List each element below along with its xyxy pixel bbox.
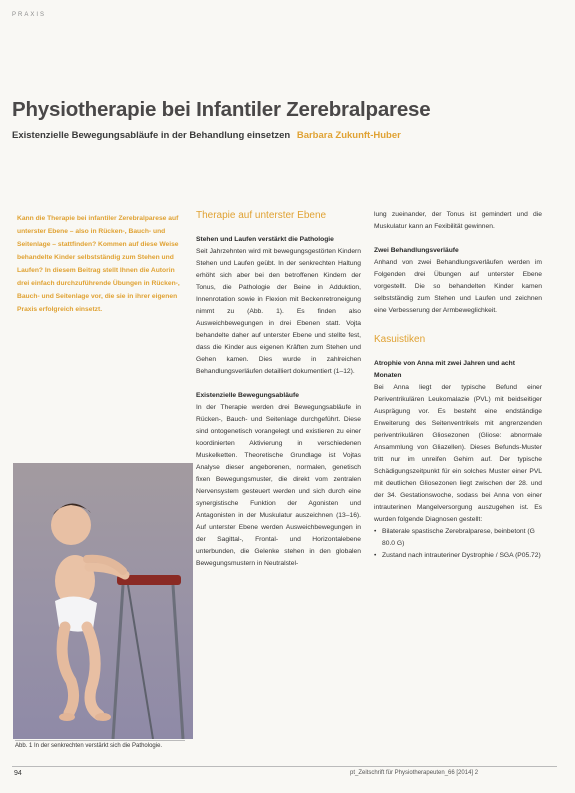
author: Barbara Zukunft-Huber: [296, 130, 401, 141]
list-item: • Zustand nach intrauteriner Dystrophie / SGA (P05.72): [382, 550, 542, 562]
photo-child-at-chair: [13, 463, 193, 739]
list-item: • Bilaterale spastische Zerebralparese, beinbetont (G 80.0 G): [382, 526, 542, 550]
subheading-bewegungsablaeufe: Existenzielle Bewegungsabläufe: [196, 392, 299, 399]
section-label: PRAXIS: [12, 12, 47, 18]
subheading-behandlungsverlaeufe: Zwei Behandlungsverläufe: [374, 247, 459, 254]
paragraph: lung zueinander, der Tonus ist gemindert und die Muskulatur kann an Fexibilität gewinnen.: [374, 211, 542, 230]
paragraph: Bei Anna liegt der typische Befund einer Periventrikulären Leukomalazie (PVL) mit beidseitiger Ausprägung vor. Es besteht eine endständige Erweiterung des Seitenventrikels mit angrenzenden periventrikulären Gliosezonen (Gliose: abnormale Ansammlung von Gliazellen). Dieses Befunds-Muster tritt nur im unreifen Gehirn auf. Der typische Schädigungszeitpunkt für ein solches Muster einer PVL mit deutlichen Gliosezonen liegt zwischen der 28. und der 34. Gestationswoche, sodass bei Anna von einer intrauterinen Mangelversorgung auszugehen ist. Es wurden folgende Diagnosen gestellt:: [374, 384, 542, 523]
child-foot: [59, 713, 75, 721]
chair-leg: [173, 585, 183, 739]
paragraph: In der Therapie werden drei Bewegungsabläufe in Rücken-, Bauch- und Seitenlage durchgeführt. Diese sind ontogenetisch vorangelegt und existieren zu einer koordinierten Aktivierung in verschiedenen Muskelketten. Theoretische Grundlage ist Vojtas Analyse dieser angeborenen, normalen, genetisch fixen Bewegungsmuster, die direkt vom zentralen Nervensystem gesteuert werden und sich durch eine synergistische Funktion der Agonisten und Antagonisten in der Muskulatur auszeichnen (13–16). Auf unterster Ebene werden Ausweichbewegungen in der Sagittal-, Frontal- und Horizontalebene unterbunden, die Gelenke stehen in den globalen Bewegungsmustern in Neutralstel-: [196, 404, 361, 567]
child-leg: [62, 627, 73, 713]
column-2: [196, 209, 361, 570]
journal-reference: pt_Zeitschrift für Physiotherapeuten_66 [2014] 2: [350, 770, 479, 776]
subheading-stehen-laufen: Stehen und Laufen verstärkt die Pathologie: [196, 236, 334, 243]
footer-divider: [12, 766, 557, 767]
chair-leg: [113, 585, 123, 739]
section-heading-therapie: Therapie auf unterster Ebene: [196, 210, 327, 221]
child-head: [51, 505, 91, 545]
caption-divider: [15, 740, 185, 741]
child-leg: [87, 627, 99, 715]
paragraph: Seit Jahrzehnten wird mit bewegungsgestörten Kindern Stehen und Laufen geübt. In der senkrechten Haltung erhöht sich aber bei den betroffenen Kindern der Tonus, die Pathologie der Beine in Adduktion, Innenrotation sowie in Flexion mit Beckenretroneigung nimmt zu (Abb. 1). Es finden also Ausweichbewegungen in drei Ebenen statt. Vojta behandelte daher auf unterster Ebene und stellte fest, dass die Kinder aus eigenen Kräften zum Stehen und Gehen kamen. Dies wurde in zahlreichen Behandlungsverläufen detailliert dokumentiert (1–12).: [196, 248, 361, 375]
child-foot: [95, 713, 111, 721]
paragraph: Anhand von zwei Behandlungsverläufen werden im Folgenden drei Übungen auf unterster Ebene vorgestellt. Die so behandelten Kinder kamen selbstständig zum Stehen und Laufen und zeichnen eine Verbesserung der Armbeweglichkeit.: [374, 259, 542, 314]
page-title: Physiotherapie bei Infantiler Zerebralparese: [12, 98, 431, 121]
subtitle-line: [12, 130, 401, 141]
column-3: [374, 209, 542, 562]
subheading-anna: Atrophie von Anna mit zwei Jahren und acht Monaten: [374, 360, 515, 379]
diagnosis-list: [374, 526, 542, 562]
intro-text: Kann die Therapie bei infantiler Zerebralparese auf unterster Ebene – also in Rücken-, Bauch- und Seitenlage – stattfinden? Kommen auf diese Weise behandelte Kinder selbstständig zum Stehen und Laufen? In diesem Beitrag stellt Ihnen die Autorin drei einfach durchzuführende Übungen in Rücken-, Bauch- und Seitenlage vor, die sie in ihrer eigenen Praxis erfolgreich einsetzt.: [17, 215, 180, 313]
photo-caption: Abb. 1 In der senkrechten verstärkt sich die Pathologie.: [15, 743, 163, 749]
chair-leg: [128, 585, 153, 739]
subtitle: Existenzielle Bewegungsabläufe in der Behandlung einsetzen: [12, 130, 291, 141]
section-heading-kasuistiken: Kasuistiken: [374, 334, 426, 345]
page-number: 94: [14, 770, 22, 777]
photo-illustration: [13, 463, 193, 739]
